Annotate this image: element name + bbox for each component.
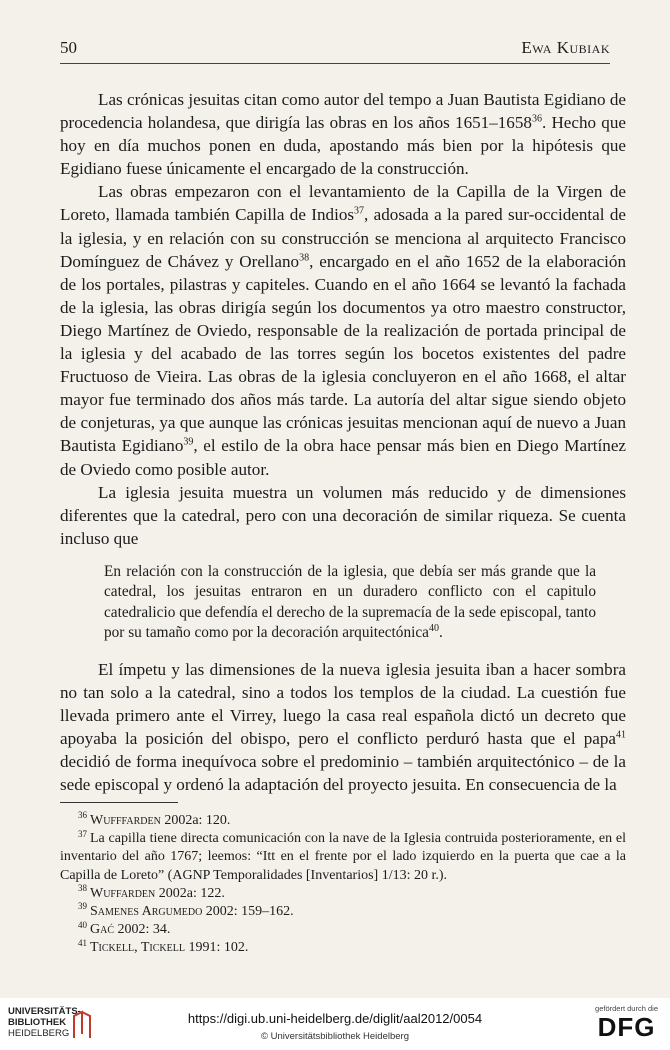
paragraph-2: Las obras empezaron con el levantamiento de la Capilla de la Virgen de Loreto, llamada también Capilla de Indios$^{37}$, adosada a la pared sur-occidental de la iglesia, y en relación con su construcción se menciona al arquitecto Francisco Domínguez de Chávez y Orellano$^{38}$, encargado en el año 1652 de la elaboración de los portales, pilastras y capiteles. Cuando en el año 1664 se levantó la fachada de la iglesia, las obras dirigía según los documentos ya otro maestro constructor, Diego Martínez de Oviedo, responsable de la realización de portada principal de la iglesia y del acabado de las torres según los bocetos existentes del padre Fructuoso de Vieira. Las obras de la iglesia concluyeron en el año 1668, el altar mayor fue terminado dos años más tarde. La autoría del altar sigue siendo objeto de conjeturas, ya que aunque las crónicas jesuitas mencionan aquí de nuevo a Juan Bautista Egidiano$^{39}$, el estilo de la obra hace pensar más bien en Diego Martínez de Oviedo como posible autor. xyxy=(60,182,626,479)
digitization-footer xyxy=(0,998,670,1050)
funded-by-label: gefördert durch die xyxy=(595,1004,658,1013)
copyright-notice: © Universitätsbibliothek Heidelberg xyxy=(261,1031,409,1042)
dfg-funding-badge[interactable] xyxy=(595,1004,658,1041)
running-head-author: Ewa Kubiak xyxy=(521,38,610,57)
footnote-38: $^{38}$ Wuffarden 2002a: 122. xyxy=(78,883,225,901)
digital-object-url[interactable]: https://digi.ub.uni-heidelberg.de/diglit/aal2012/0054 xyxy=(187,1011,483,1026)
footnote-39: $^{39}$ Samenes Argumedo 2002: 159–162. xyxy=(78,901,294,920)
paragraph-3: La iglesia jesuita muestra un volumen más reducido y de dimensiones diferentes que la catedral, pero con una decoración de similar riqueza. Se cuenta incluso que xyxy=(60,482,626,548)
footnote-ref-39[interactable]: 39 xyxy=(183,436,194,448)
header-rule xyxy=(60,63,610,64)
footnote-ref-38[interactable]: 38 xyxy=(299,251,310,263)
main-text xyxy=(60,88,626,796)
running-header xyxy=(60,38,610,60)
dfg-logo: DFG xyxy=(597,1012,656,1042)
page-number: 50 xyxy=(60,38,77,57)
paragraph-1: Las crónicas jesuitas citan como autor del tempo a Juan Bautista Egidiano de procedencia holandesa, que dirigía las obras en los años 1651–1658$^{36}$. Hecho que hoy en día muchos ponen en duda, apostando más bien por la hipótesis que Egidiano fuese únicamente el encargado de la construcción. xyxy=(60,90,626,179)
footnote-ref-37[interactable]: 37 xyxy=(354,205,365,217)
footnote-ref-36[interactable]: 36 xyxy=(531,113,542,125)
footnotes xyxy=(60,812,626,958)
footnote-36: $^{36}$ Wufffarden 2002a: 120. xyxy=(78,810,231,828)
paragraph-4: El ímpetu y las dimensiones de la nueva iglesia jesuita iban a hacer sombra no tan solo a la catedral, sino a todos los templos de la ciudad. La cuestión fue llevada primero ante el Virrey, luego la casa real española dictó un decreto que apoyaba la posición del obispo, pero el conflicto perduró hasta que el papa$^{41}$ decidió de forma inequívoca sobre el predominio – también arquitectónico – de la sede episcopal y ordenó la adaptación del proyecto jesuita. En consecuencia de la xyxy=(60,659,626,794)
footnote-ref-41[interactable]: 41 xyxy=(616,729,626,741)
footnote-41: $^{41}$ Tickell, Tickell 1991: 102. xyxy=(78,937,249,956)
library-logo[interactable]: UNIVERSITÄTS- BIBLIOTHEK HEIDELBERG xyxy=(8,1006,81,1039)
footnote-40: $^{40}$ Gać 2002: 34. xyxy=(78,919,171,938)
footnote-37: $^{37}$ La capilla tiene directa comunicación con la nave de la Iglesia contruida posterioramente, en el inventario del año 1767; leemos: “Itt en el frente por el lado izquierdo en la puerta que cae a la Capilla de Loreto” (AGNP Temporalidades [Inventarios] 1/13: 20 r.). xyxy=(60,828,626,883)
footnote-ref-40[interactable]: 40 xyxy=(428,623,439,634)
block-quote: En relación con la construcción de la iglesia, que debía ser más grande que la catedral, los jesuitas entraron en un duradero conflicto con el capitulo catedralicio que defendía el derecho de la supremacía de la sede episcopal, tanto por su tamaño como por la decoración arquitectónica$^{40}$. xyxy=(104,562,596,642)
footnote-rule xyxy=(60,802,178,803)
